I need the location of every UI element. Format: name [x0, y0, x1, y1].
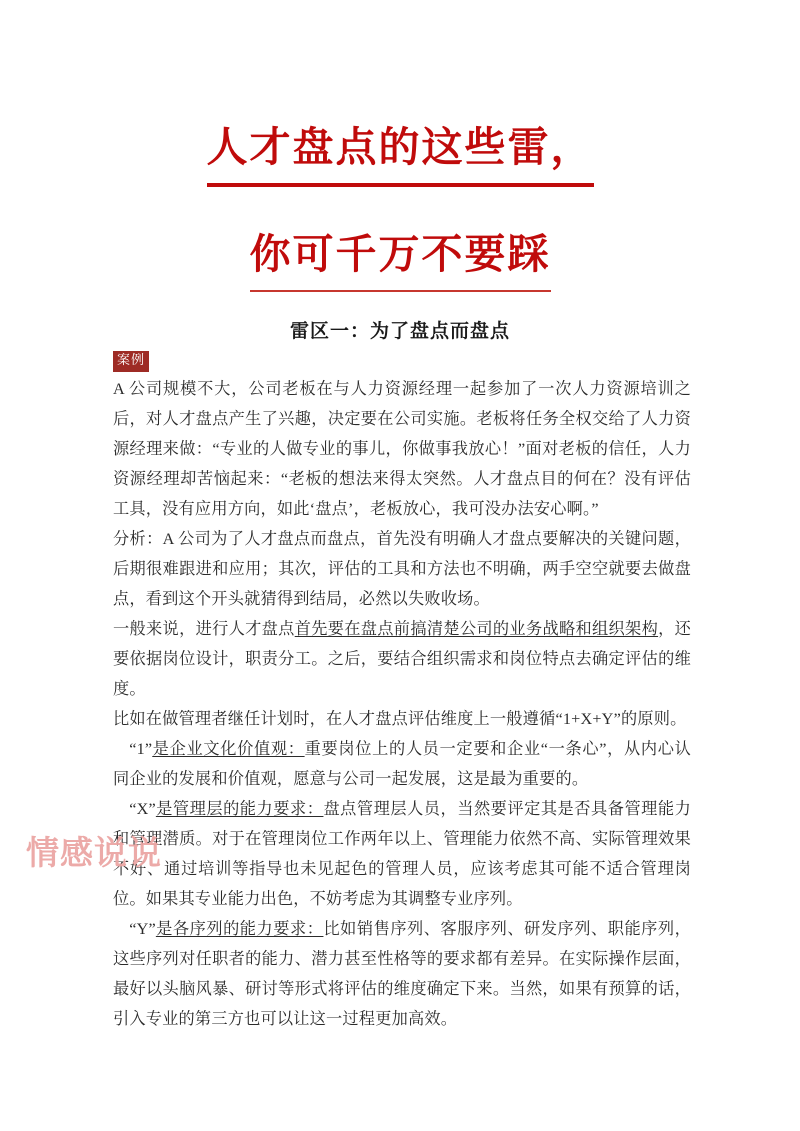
case-badge — [113, 351, 149, 372]
principle-1-lead: “1” — [129, 740, 153, 758]
principle-paragraph: 比如在做管理者继任计划时，在人才盘点评估维度上一般遵循“1+X+Y”的原则。 — [113, 710, 687, 728]
principle-1-underlined: 是企业文化价值观： — [152, 740, 305, 758]
document-body — [113, 350, 691, 1034]
document-title — [0, 118, 800, 292]
principle-x-paragraph — [113, 794, 691, 914]
principle-1-tail: 重要岗位上的人员一定要和企业“一条心”，从内心认同企业的发展和价值观，愿意与公司一起发展，这是最为重要的。 — [113, 740, 691, 788]
analysis-paragraph: 分析：A 公司为了人才盘点而盘点，首先没有明确人才盘点要解决的关键问题，后期很难跟进和应用；其次，评估的工具和方法也不明确，两手空空就要去做盘点，看到这个开头就猜得到结局，必然以失败收场。 — [113, 530, 691, 608]
general-paragraph — [113, 614, 691, 704]
general-paragraph-underlined: 首先要在盘点前搞清楚公司的业务战略和组织架构 — [294, 620, 659, 638]
principle-y-lead: “Y” — [129, 920, 156, 938]
principle-1-paragraph — [113, 734, 691, 794]
case-badge-row — [113, 350, 691, 372]
watermark: 情感说说 — [26, 833, 162, 872]
section-heading: 雷区一：为了盘点而盘点 — [289, 320, 510, 342]
title-line-2-text: 你可千万不要踩 — [250, 225, 551, 292]
principle-y-underlined: 是各序列的能力要求： — [155, 920, 324, 938]
principle-x-lead: “X” — [129, 800, 156, 818]
principle-x-underlined: 是管理层的能力要求： — [155, 800, 324, 818]
principle-x-tail: 盘点管理层人员，当然要评定其是否具备管理能力和管理潜质。对于在管理岗位工作两年以上、管理能力依然不高、实际管理效果不好、通过培训等指导也未见起色的管理人员，应该考虑其可能不适合管理岗位。如果其专业能力出色，不妨考虑为其调整专业序列。 — [113, 800, 692, 908]
case-paragraph: A 公司规模不大，公司老板在与人力资源经理一起参加了一次人力资源培训之后，对人才盘点产生了兴趣，决定要在公司实施。老板将任务全权交给了人力资源经理来做：“专业的人做专业的事儿，你做事我放心！”面对老板的信任，人力资源经理却苦恼起来：“老板的想法来得太突然。人才盘点目的何在？没有评估工具，没有应用方向，如此‘盘点’，老板放心，我可没办法安心啊。” — [113, 380, 691, 518]
principle-y-tail: 比如销售序列、客服序列、研发序列、职能序列，这些序列对任职者的能力、潜力甚至性格等的要求都有差异。在实际操作层面，最好以头脑风暴、研讨等形式将评估的维度确定下来。当然，如果有预算的话，引入专业的第三方也可以让这一过程更加高效。 — [113, 920, 692, 1028]
case-badge-label: 案例 — [117, 353, 146, 368]
title-line-2 — [0, 225, 800, 292]
title-line-1 — [0, 118, 800, 187]
principle-y-paragraph — [113, 914, 691, 1034]
general-paragraph-tail: ，还要依据岗位设计，职责分工。之后，要结合组织需求和岗位特点去确定评估的维度。 — [113, 620, 691, 698]
general-paragraph-lead: 一般来说，进行人才盘点 — [113, 620, 295, 638]
title-line-1-text: 人才盘点的这些雷， — [207, 118, 594, 187]
